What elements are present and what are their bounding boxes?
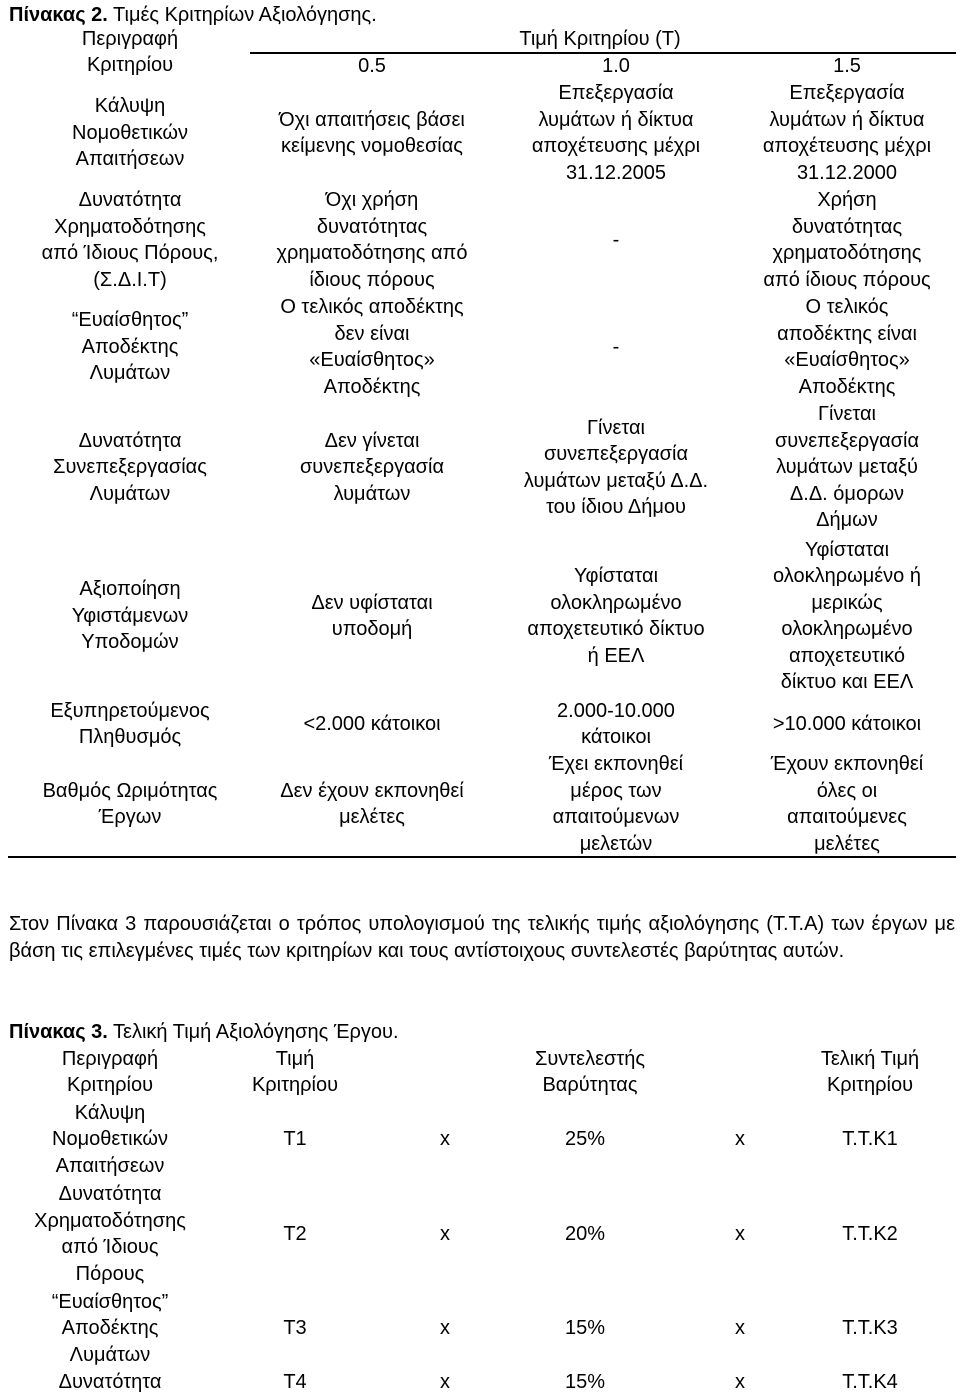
table3-row3-multiply-1: x xyxy=(440,1317,450,1340)
table2-bottom-border xyxy=(8,856,956,858)
table2-row2-v05: Όχι χρήση δυνατότητας χρηματοδότησης από ίδιους πόρους xyxy=(276,189,468,291)
table3-row4-weight: 15% xyxy=(564,1371,606,1394)
table2-row2-criterion: Δυνατότητα Χρηματοδότησης από Ίδιους Πόρους, (Σ.Δ.Ι.Τ) xyxy=(41,189,219,291)
table3-row1-weight: 25% xyxy=(564,1128,606,1151)
table3-row2-multiply-1: x xyxy=(440,1222,450,1245)
table2-row3-criterion: “Ευαίσθητος” Αποδέκτης Λυμάτων xyxy=(71,309,189,385)
body-paragraph: Στον Πίνακα 3 παρουσιάζεται ο τρόπος υπολογισμού της τελικής τιμής αξιολόγησης (Τ.Τ.Α) των έργων με βάση τις επιλεγμένες τιμές των κριτηρίων και τους αντίστοιχους συντελεστές βαρύτητας αυτών. xyxy=(9,913,955,962)
table2-header-value-title: Τιμή Κριτηρίου (Τ) xyxy=(519,28,681,51)
table2-row6-v10: 2.000-10.000 κάτοικοι xyxy=(557,699,675,748)
table3-row1-criterion: Κάλυψη Νομοθετικών Απαιτήσεων xyxy=(52,1101,168,1177)
table2-caption-label: Πίνακας 2. xyxy=(9,4,108,26)
table3-row4-value: Τ4 xyxy=(283,1371,307,1394)
table2-row7-criterion: Βαθμός Ωριμότητας Έργων xyxy=(42,779,218,828)
table2-row5-v10: Υφίσταται ολοκληρωμένο αποχετευτικό δίκτυο ή ΕΕΛ xyxy=(527,565,705,667)
table2-row6-v05: <2.000 κάτοικοι xyxy=(303,712,441,735)
table3-caption-label: Πίνακας 3. xyxy=(9,1021,108,1043)
table3-row1-multiply-1: x xyxy=(440,1128,450,1151)
table3-caption xyxy=(9,1020,399,1044)
table2-row3-v10: - xyxy=(612,335,620,358)
table2-row6-v15: >10.000 κάτοικοι xyxy=(772,712,922,735)
table3-row4-multiply-2: x xyxy=(735,1371,745,1394)
table2-row2-v15: Χρήση δυνατότητας χρηματοδότησης από ίδιους πόρους xyxy=(763,189,931,291)
table3-row4-final: Τ.Τ.Κ4 xyxy=(842,1371,898,1394)
table3-row4-multiply-1: x xyxy=(440,1371,450,1394)
table2-row3-v05: Ο τελικός αποδέκτης δεν είναι «Ευαίσθητος» Αποδέκτης xyxy=(280,296,464,398)
table2-header-desc-line1: Περιγραφή xyxy=(81,28,179,51)
table3-row1-final: Τ.Τ.Κ1 xyxy=(842,1128,898,1151)
table3-header-value: Τιμή Κριτηρίου xyxy=(251,1047,339,1096)
table3-row3-weight: 15% xyxy=(564,1317,606,1340)
table3-header-weight: Συντελεστής Βαρύτητας xyxy=(534,1047,646,1096)
table2-row6-criterion: Εξυπηρετούμενος Πληθυσμός xyxy=(50,699,210,748)
table2-row4-v15: Γίνεται συνεπεξεργασία λυμάτων μεταξύ Δ.Δ. όμορων Δήμων xyxy=(774,403,920,532)
table3-row2-final: Τ.Τ.Κ2 xyxy=(842,1222,898,1245)
table2-header-v10: 1.0 xyxy=(602,54,630,77)
table2-row5-v15: Υφίσταται ολοκληρωμένο ή μερικώς ολοκληρωμένο αποχετευτικό δίκτυο και ΕΕΛ xyxy=(773,538,921,693)
table2-header-desc-line2: Κριτηρίου xyxy=(86,54,174,77)
table2-header-v05: 0.5 xyxy=(358,54,386,77)
table3-row3-value: Τ3 xyxy=(283,1317,307,1340)
table2-row7-v10: Έχει εκπονηθεί μέρος των απαιτούμενων μελετών xyxy=(548,753,684,855)
table2-row1-v05: Όχι απαιτήσεις βάσει κείμενης νομοθεσίας xyxy=(279,108,465,157)
table2-row7-v05: Δεν έχουν εκπονηθεί μελέτες xyxy=(280,779,464,828)
table3-row3-final: Τ.Τ.Κ3 xyxy=(842,1317,898,1340)
table2-row4-v10: Γίνεται συνεπεξεργασία λυμάτων μεταξύ Δ.Δ. του ίδιου Δήμου xyxy=(523,416,709,518)
table3-row3-multiply-2: x xyxy=(735,1317,745,1340)
table3-row2-criterion: Δυνατότητα Χρηματοδότησης από Ίδιους Πόρους xyxy=(34,1183,186,1285)
table3-row1-multiply-2: x xyxy=(735,1128,745,1151)
table2-row3-v15: Ο τελικός αποδέκτης είναι «Ευαίσθητος» Αποδέκτης xyxy=(777,296,917,398)
table3-row2-value: Τ2 xyxy=(283,1222,307,1245)
table3-caption-text: Τελική Τιμή Αξιολόγησης Έργου. xyxy=(107,1021,399,1043)
table2-row1-v15: Επεξεργασία λυμάτων ή δίκτυα αποχέτευσης μέχρι 31.12.2000 xyxy=(762,82,932,184)
table2-row4-criterion: Δυνατότητα Συνεπεξεργασίας Λυμάτων xyxy=(53,429,207,505)
table2-row7-v15: Έχουν εκπονηθεί όλες οι απαιτούμενες μελέτες xyxy=(770,753,924,855)
table3-row3-criterion: “Ευαίσθητος” Αποδέκτης Λυμάτων xyxy=(51,1290,169,1366)
table2-row5-v05: Δεν υφίσταται υποδομή xyxy=(311,591,433,640)
table2-header-v15: 1.5 xyxy=(833,54,861,77)
table2-caption xyxy=(9,3,377,27)
table3-row1-value: Τ1 xyxy=(283,1128,307,1151)
table3-row2-multiply-2: x xyxy=(735,1222,745,1245)
table3-row4-criterion: Δυνατότητα xyxy=(58,1371,162,1394)
table2-row4-v05: Δεν γίνεται συνεπεξεργασία λυμάτων xyxy=(299,429,445,505)
table2-row1-criterion: Κάλυψη Νομοθετικών Απαιτήσεων xyxy=(72,95,188,171)
table3-header-desc: Περιγραφή Κριτηρίου xyxy=(61,1047,159,1096)
table2-caption-text: Τιμές Κριτηρίων Αξιολόγησης. xyxy=(107,4,377,26)
table3-row2-weight: 20% xyxy=(564,1222,606,1245)
table2-row5-criterion: Αξιοποίηση Υφιστάμενων Υποδομών xyxy=(71,578,189,654)
table2-row1-v10: Επεξεργασία λυμάτων ή δίκτυα αποχέτευσης μέχρι 31.12.2005 xyxy=(531,82,701,184)
table3-header-final: Τελική Τιμή Κριτηρίου xyxy=(820,1047,920,1096)
table2-row2-v10: - xyxy=(612,228,620,251)
